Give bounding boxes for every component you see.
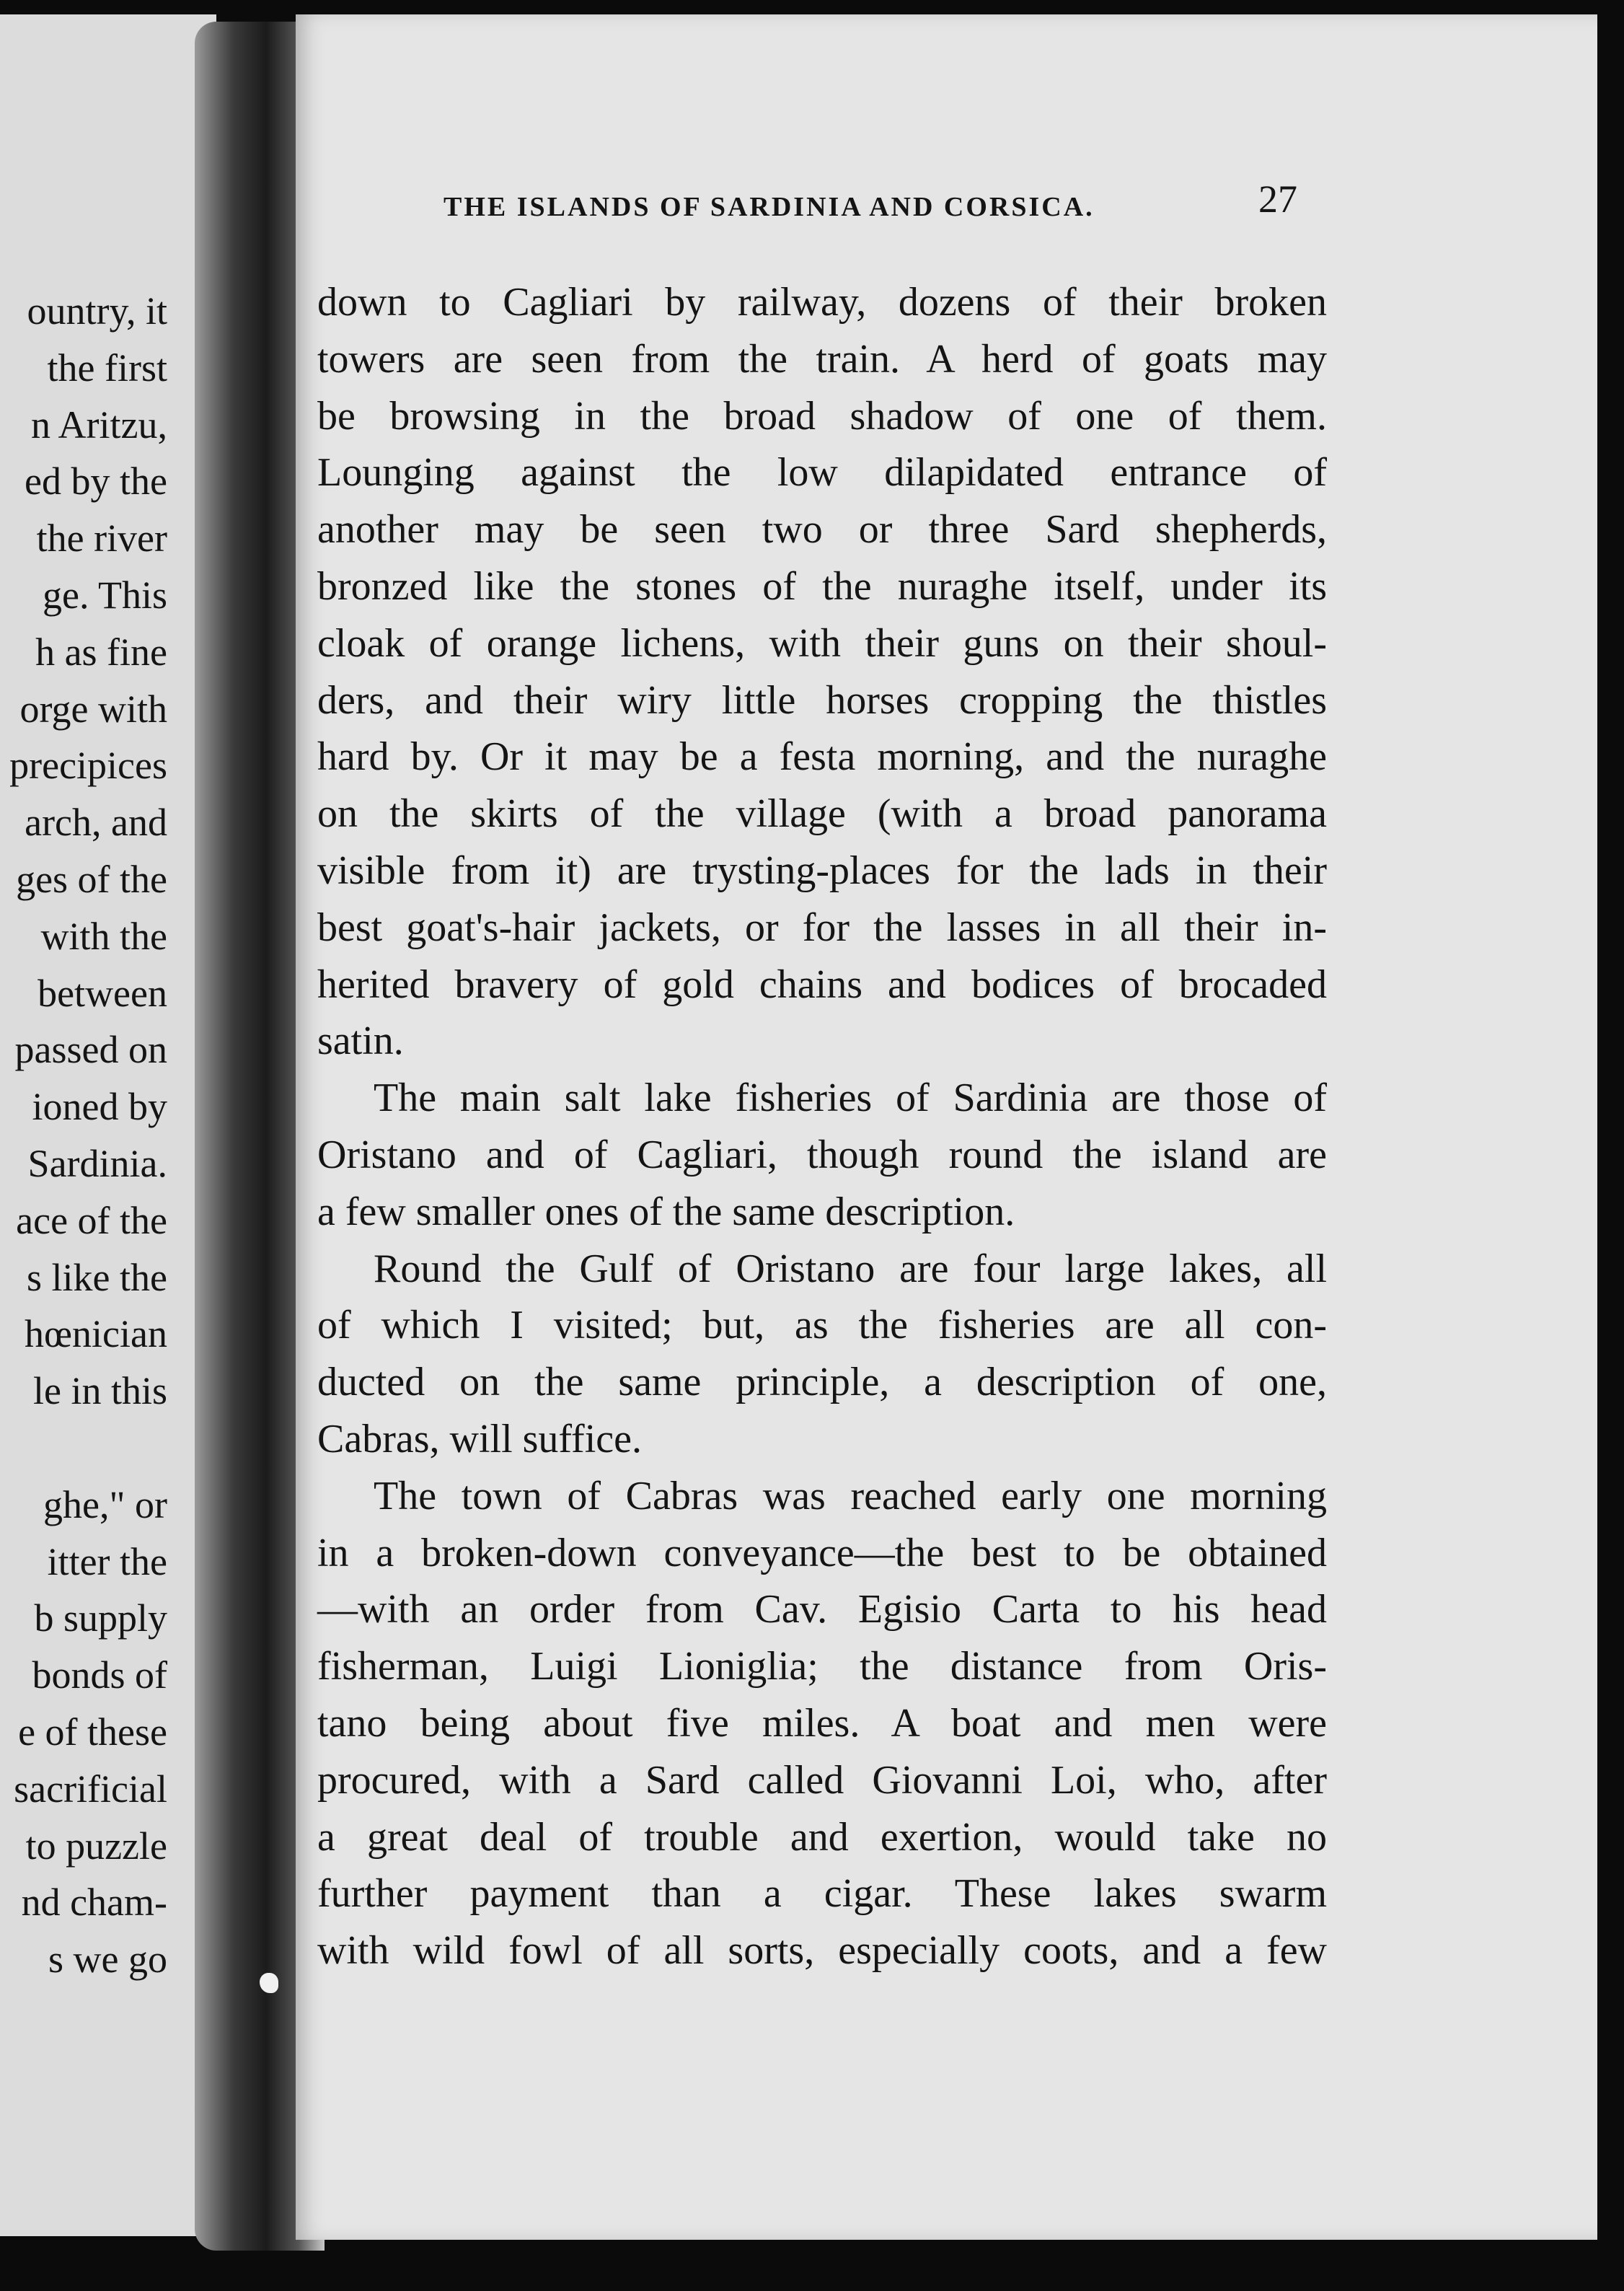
page-number: 27 [1258,177,1297,221]
text-line: of which I visited; but, as the fisheries are all con- [317,1303,1327,1348]
facing-line: e of these [18,1710,167,1754]
text-line: bronzed like the stones of the nuraghe itself, under its [317,563,1327,609]
text-line: with wild fowl of all sorts, especially coots, and a few [317,1928,1327,1974]
facing-line: sacrificial [14,1767,167,1811]
text-line: The main salt lake fisheries of Sardinia are those of [374,1076,1327,1121]
text-line: —with an order from Cav. Egisio Carta to his head [317,1587,1327,1632]
page-body-text [317,274,1327,1979]
facing-line: itter the [47,1539,167,1583]
text-line: hard by. Or it may be a festa morning, and the nuraghe [317,734,1327,780]
text-line: herited bravery of gold chains and bodices of brocaded [317,962,1327,1007]
facing-line: Sardinia. [27,1141,167,1185]
text-line: ducted on the same principle, a description of one, [317,1360,1327,1405]
facing-line: between [37,971,167,1015]
text-line: in a broken-down conveyance—the best to be obtained [317,1530,1327,1575]
text-line: tano being about five miles. A boat and men were [317,1700,1327,1746]
text-line: a great deal of trouble and exertion, would take no [317,1814,1327,1860]
facing-line: ed by the [25,459,167,504]
text-line: Round the Gulf of Oristano are four large lakes, all [374,1246,1327,1291]
facing-line: n Aritzu, [31,403,167,447]
text-line: cloak of orange lichens, with their guns on their shoul- [317,620,1327,666]
facing-line: b supply [34,1596,167,1640]
facing-line: s like the [27,1255,167,1299]
facing-line: ge. This [43,573,167,617]
facing-line: le in this [33,1369,167,1413]
facing-line: the river [36,516,167,560]
book-page [296,14,1597,2240]
paper-fleck [260,1973,278,1993]
facing-line: orge with [19,687,167,731]
facing-page-text [0,283,167,1988]
running-head: THE ISLANDS OF SARDINIA AND CORSICA. [443,192,1095,222]
text-line: Oristano and of Cagliari, though round the island are [317,1132,1327,1177]
text-line: Cabras, will suffice. [317,1416,642,1461]
text-line: ders, and their wiry little horses cropping the thistles [317,677,1327,723]
facing-line: ges of the [16,857,167,901]
text-line: be browsing in the broad shadow of one of them. [317,393,1327,439]
facing-line: passed on [14,1028,167,1072]
facing-line: to puzzle [25,1824,167,1868]
facing-line: s we go [48,1938,167,1982]
facing-page [0,14,216,2236]
facing-line: with the [40,914,167,958]
text-line: further payment than a cigar. These lakes swarm [317,1871,1327,1917]
text-line: a few smaller ones of the same description. [317,1189,1015,1234]
facing-line: hœnician [25,1312,167,1356]
facing-line: ioned by [32,1085,167,1129]
text-line: satin. [317,1019,404,1064]
facing-line: ountry, it [27,289,167,333]
text-line: another may be seen two or three Sard shepherds, [317,507,1327,553]
text-line: towers are seen from the train. A herd of goats may [317,336,1327,382]
facing-line: precipices [9,744,167,788]
text-line: fisherman, Luigi Lioniglia; the distance from Oris- [317,1644,1327,1689]
facing-line: bonds of [32,1653,167,1697]
facing-line: nd cham- [21,1881,167,1925]
text-line: The town of Cabras was reached early one morning [374,1473,1327,1518]
facing-line: ghe," or [43,1482,167,1526]
text-line: procured, with a Sard called Giovanni Loi, who, after [317,1757,1327,1803]
text-line: Lounging against the low dilapidated entrance of [317,450,1327,496]
facing-line: the first [47,346,167,390]
facing-line: ace of the [16,1198,167,1242]
facing-line [0,1420,167,1477]
text-line: visible from it) are trysting-places for the lads in their [317,848,1327,893]
text-line: best goat's-hair jackets, or for the lasses in all their in- [317,905,1327,950]
text-line: on the skirts of the village (with a broad panorama [317,791,1327,837]
text-line: down to Cagliari by railway, dozens of their broken [317,280,1327,325]
facing-line: h as fine [35,630,167,674]
facing-line: arch, and [25,801,167,845]
